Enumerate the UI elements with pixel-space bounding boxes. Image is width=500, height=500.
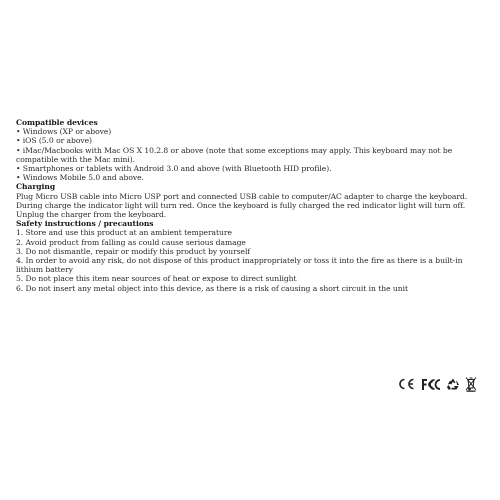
recycle-icon <box>446 377 460 391</box>
instruction-text <box>16 118 486 293</box>
list-item: • iOS (5.0 or above) <box>16 136 92 146</box>
list-item: 3. Do not dismantle, repair or modify this product by yourself <box>16 246 251 256</box>
charging-text: Plug Micro USB cable into Micro USP port and connected USB cable to computer/AC adapter to charge the keyboard. During charge the indicator light will turn red. Once the keyboard is fully charged the red indicator light will turn off. Unplug the charger from the keyboard. <box>16 191 468 220</box>
compatible-devices-list <box>16 127 486 182</box>
list-item: 6. Do not insert any metal object into this device, as there is a risk of causing a short circuit in the unit <box>16 283 408 293</box>
fcc-mark-icon <box>421 378 441 391</box>
list-item: 1. Store and use this product at an ambient temperature <box>16 228 232 238</box>
list-item: • Windows (XP or above) <box>16 127 112 137</box>
list-item: • Smartphones or tablets with Android 3.0 and above (with Bluetooth HID profile). <box>16 164 332 174</box>
weee-bin-icon <box>465 376 477 392</box>
list-item: 5. Do not place this item near sources of heat or expose to direct sunlight <box>16 274 297 284</box>
list-item: • iMac/Macbooks with Mac OS X 10.2.8 or above (note that some exceptions may apply. This keyboard may not be compatible with the Mac mini). <box>16 145 453 164</box>
ce-mark-icon <box>399 378 416 390</box>
compatible-devices-heading: Compatible devices <box>16 118 98 127</box>
safety-heading: Safety instructions / precautions <box>16 219 154 229</box>
list-item: 4. In order to avoid any risk, do not dispose of this product inappropriately or toss it into the fire as there is a built-in lithium battery <box>16 256 463 275</box>
list-item: 2. Avoid product from falling as could cause serious damage <box>16 237 246 247</box>
charging-heading: Charging <box>16 182 56 192</box>
certification-marks <box>399 375 477 393</box>
safety-list <box>16 228 486 292</box>
list-item: • Windows Mobile 5.0 and above. <box>16 173 144 183</box>
